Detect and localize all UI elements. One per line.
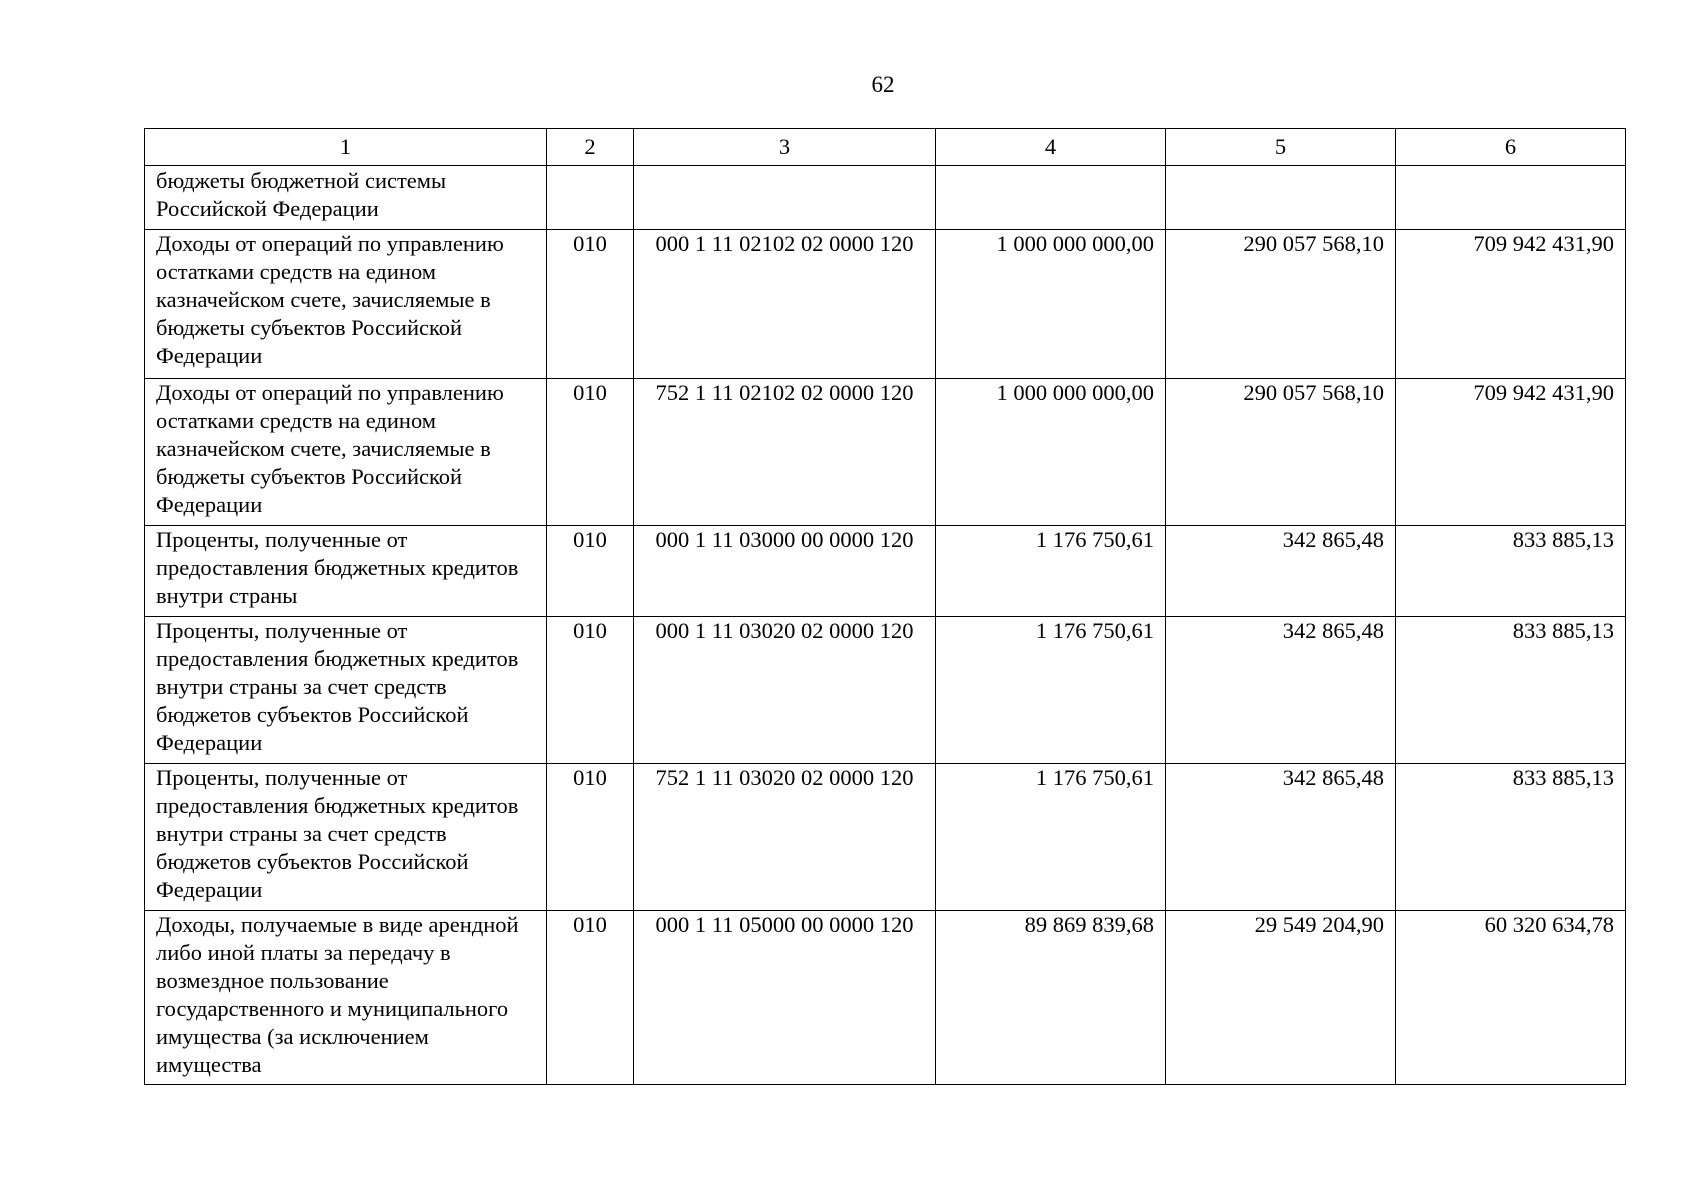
row-remaining-cell: 833 885,13	[1396, 617, 1626, 764]
row-approved-cell: 1 000 000 000,00	[936, 379, 1166, 526]
budget-income-table	[144, 128, 1626, 1085]
row-executed-cell: 342 865,48	[1166, 764, 1396, 911]
row-name-cell: Проценты, полученные от предоставления бюджетных кредитов внутри страны	[145, 526, 547, 617]
column-header-6: 6	[1396, 129, 1626, 166]
row-remaining-cell	[1396, 166, 1626, 230]
table-row	[145, 166, 1626, 230]
column-header-1: 1	[145, 129, 547, 166]
row-budget-code-cell: 000 1 11 03000 00 0000 120	[634, 526, 936, 617]
row-executed-cell: 290 057 568,10	[1166, 379, 1396, 526]
column-header-4: 4	[936, 129, 1166, 166]
column-header-3: 3	[634, 129, 936, 166]
row-line-code-cell: 010	[547, 617, 634, 764]
row-name-cell: Проценты, полученные от предоставления бюджетных кредитов внутри страны за счет средств бюджетов субъектов Российской Федерации	[145, 764, 547, 911]
row-remaining-cell: 709 942 431,90	[1396, 379, 1626, 526]
row-remaining-cell: 709 942 431,90	[1396, 230, 1626, 379]
row-budget-code-cell: 752 1 11 03020 02 0000 120	[634, 764, 936, 911]
table-row	[145, 764, 1626, 911]
row-name-cell: Доходы, получаемые в виде арендной либо иной платы за передачу в возмездное пользование государственного и муниципального имущества (за исключением имущества	[145, 911, 547, 1085]
table-row	[145, 526, 1626, 617]
row-remaining-cell: 833 885,13	[1396, 526, 1626, 617]
row-approved-cell	[936, 166, 1166, 230]
page-number: 62	[871, 72, 895, 97]
row-budget-code-cell: 000 1 11 05000 00 0000 120	[634, 911, 936, 1085]
row-approved-cell: 1 176 750,61	[936, 764, 1166, 911]
table-row	[145, 379, 1626, 526]
table-row	[145, 617, 1626, 764]
row-name-cell: Доходы от операций по управлению остатками средств на едином казначейском счете, зачисляемые в бюджеты субъектов Российской Федерации	[145, 379, 547, 526]
row-line-code-cell: 010	[547, 526, 634, 617]
row-remaining-cell: 60 320 634,78	[1396, 911, 1626, 1085]
row-executed-cell: 29 549 204,90	[1166, 911, 1396, 1085]
row-name-cell: бюджеты бюджетной системы Российской Федерации	[145, 166, 547, 230]
column-header-5: 5	[1166, 129, 1396, 166]
row-line-code-cell: 010	[547, 230, 634, 379]
row-executed-cell: 342 865,48	[1166, 526, 1396, 617]
row-executed-cell: 290 057 568,10	[1166, 230, 1396, 379]
row-budget-code-cell: 000 1 11 02102 02 0000 120	[634, 230, 936, 379]
row-line-code-cell: 010	[547, 911, 634, 1085]
table-header-row	[145, 129, 1626, 166]
row-budget-code-cell: 752 1 11 02102 02 0000 120	[634, 379, 936, 526]
row-executed-cell: 342 865,48	[1166, 617, 1396, 764]
column-header-2: 2	[547, 129, 634, 166]
row-line-code-cell: 010	[547, 379, 634, 526]
table-row	[145, 230, 1626, 379]
row-budget-code-cell: 000 1 11 03020 02 0000 120	[634, 617, 936, 764]
row-approved-cell: 89 869 839,68	[936, 911, 1166, 1085]
row-executed-cell	[1166, 166, 1396, 230]
table-row	[145, 911, 1626, 1085]
row-line-code-cell: 010	[547, 764, 634, 911]
row-approved-cell: 1 176 750,61	[936, 526, 1166, 617]
row-budget-code-cell	[634, 166, 936, 230]
row-remaining-cell: 833 885,13	[1396, 764, 1626, 911]
row-line-code-cell	[547, 166, 634, 230]
row-name-cell: Доходы от операций по управлению остатками средств на едином казначейском счете, зачисляемые в бюджеты субъектов Российской Федерации	[145, 230, 547, 379]
row-approved-cell: 1 000 000 000,00	[936, 230, 1166, 379]
row-name-cell: Проценты, полученные от предоставления бюджетных кредитов внутри страны за счет средств бюджетов субъектов Российской Федерации	[145, 617, 547, 764]
row-approved-cell: 1 176 750,61	[936, 617, 1166, 764]
